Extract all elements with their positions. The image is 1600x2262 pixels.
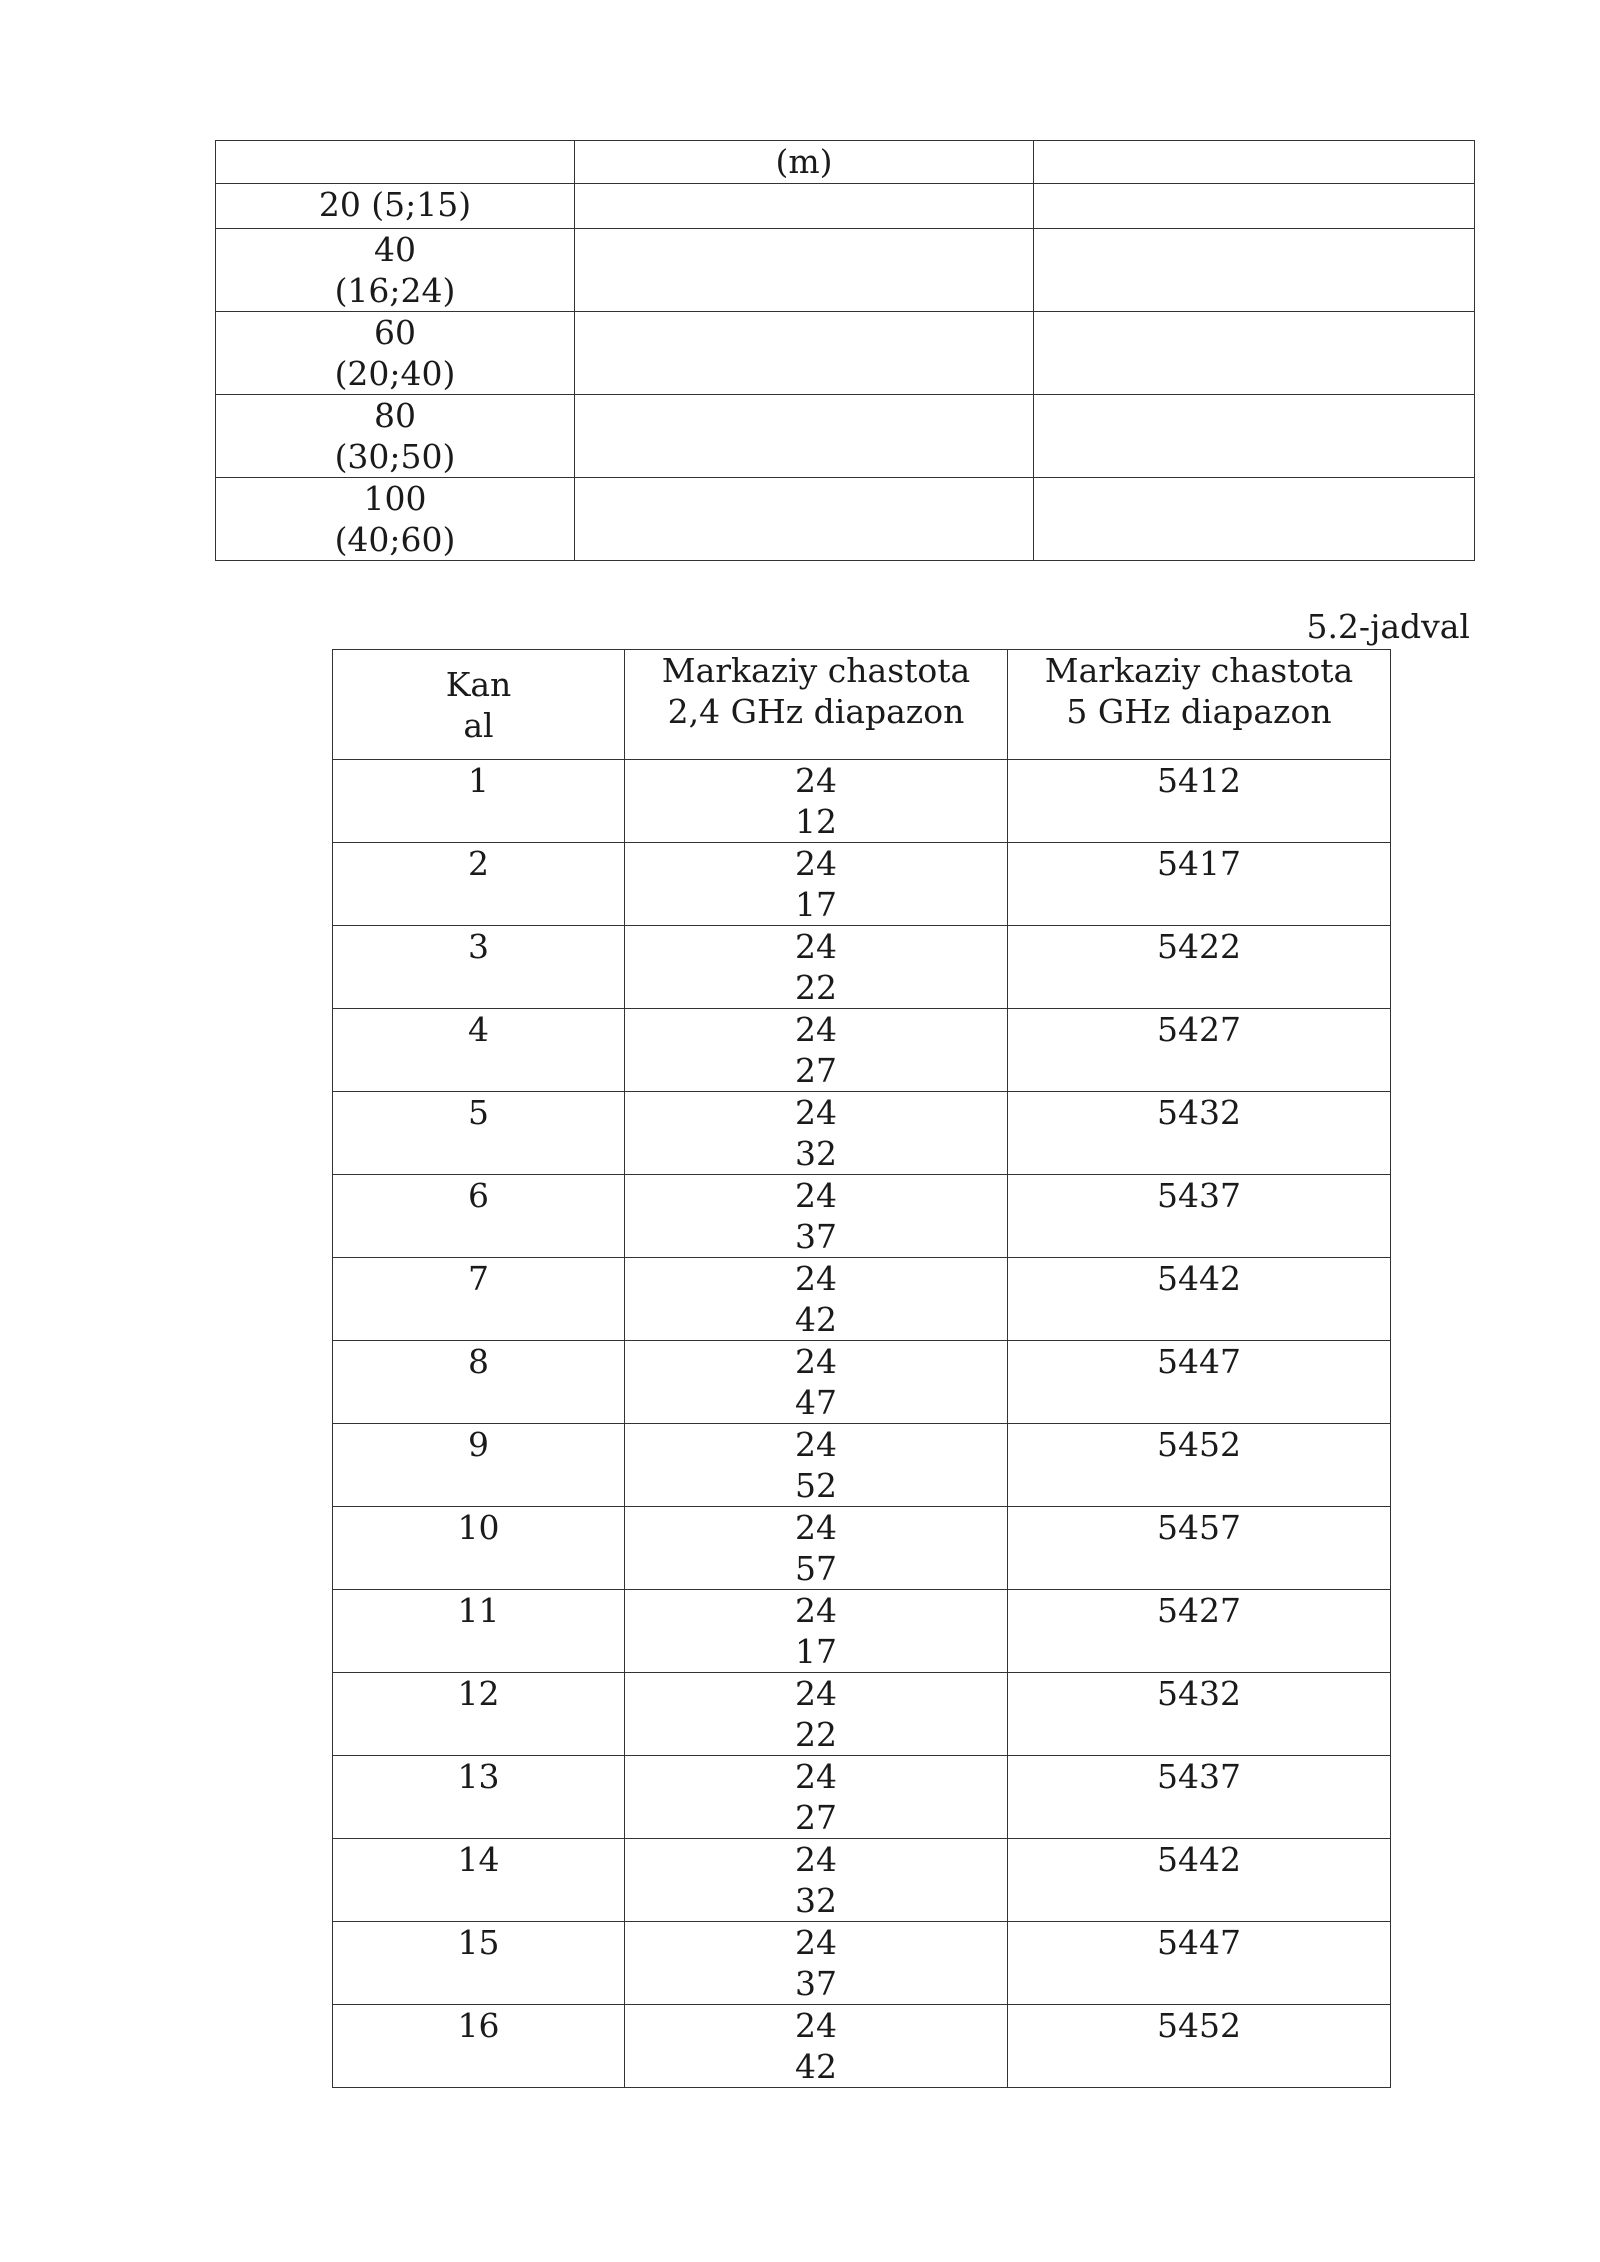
kanal-cell: 15 (333, 1922, 625, 2005)
kanal-cell: 5 (333, 1092, 625, 1175)
freq-2-4ghz-line: 24 (795, 761, 837, 800)
kanal-cell: 4 (333, 1009, 625, 1092)
freq-2-4ghz-line: 24 (795, 1176, 837, 1215)
table-2-header-row (333, 650, 1391, 760)
kanal-cell: 3 (333, 926, 625, 1009)
header-kanal-line: Kan (445, 664, 512, 704)
table-1-distance-line: 100 (363, 479, 427, 518)
table-2-row (333, 1507, 1391, 1590)
freq-2-4ghz-line: 24 (795, 844, 837, 883)
table-1-distance-line: (16;24) (334, 271, 456, 310)
freq-2-4ghz-cell (625, 1009, 1008, 1092)
table-2-row (333, 1590, 1391, 1673)
table-1-header-cell: (m) (575, 141, 1034, 184)
freq-5ghz-cell: 5437 (1008, 1756, 1391, 1839)
freq-2-4ghz-cell (625, 2005, 1008, 2088)
freq-2-4ghz-cell (625, 1092, 1008, 1175)
kanal-cell: 8 (333, 1341, 625, 1424)
kanal-cell: 14 (333, 1839, 625, 1922)
kanal-cell: 9 (333, 1424, 625, 1507)
freq-2-4ghz-line: 24 (795, 1010, 837, 1049)
kanal-cell: 12 (333, 1673, 625, 1756)
table-1-distance-line: 60 (374, 313, 416, 352)
table-1-distance-cell (216, 395, 575, 478)
header-2-4ghz-line: 2,4 GHz diapazon (667, 692, 965, 731)
table-1-empty-cell (1034, 312, 1475, 395)
freq-5ghz-cell: 5452 (1008, 2005, 1391, 2088)
header-2-4ghz (625, 650, 1008, 760)
table-2-row (333, 843, 1391, 926)
table-1-row (216, 229, 1475, 312)
table-1-empty-cell (575, 229, 1034, 312)
freq-2-4ghz-line: 24 (795, 1425, 837, 1464)
table-1-row (216, 478, 1475, 561)
freq-2-4ghz-cell (625, 1341, 1008, 1424)
table-1-empty-cell (1034, 478, 1475, 561)
table-1-header-row (216, 141, 1475, 184)
table-2-row (333, 1922, 1391, 2005)
table-2-row (333, 1341, 1391, 1424)
header-5ghz (1008, 650, 1391, 760)
header-kanal-line: al (463, 705, 494, 745)
table-caption: 5.2-jadval (1306, 607, 1470, 646)
table-1-distance-cell (216, 229, 575, 312)
freq-2-4ghz-line: 24 (795, 1923, 837, 1962)
table-1-distance-line: (40;60) (334, 520, 456, 559)
table-1-distance-line: 40 (374, 230, 416, 269)
freq-2-4ghz-line: 24 (795, 1342, 837, 1381)
table-2-row (333, 2005, 1391, 2088)
freq-5ghz-cell: 5447 (1008, 1922, 1391, 2005)
freq-2-4ghz-line: 32 (795, 1881, 837, 1920)
freq-2-4ghz-line: 52 (795, 1466, 837, 1505)
freq-5ghz-cell: 5447 (1008, 1341, 1391, 1424)
freq-2-4ghz-line: 12 (795, 802, 837, 841)
freq-2-4ghz-line: 22 (795, 1715, 837, 1754)
table-1-distance-line: 80 (374, 396, 416, 435)
table-2-row (333, 1756, 1391, 1839)
freq-2-4ghz-cell (625, 1590, 1008, 1673)
freq-2-4ghz-cell (625, 1673, 1008, 1756)
freq-2-4ghz-cell (625, 843, 1008, 926)
freq-2-4ghz-line: 24 (795, 1840, 837, 1879)
table-1-distance-cell (216, 184, 575, 229)
freq-2-4ghz-line: 24 (795, 1093, 837, 1132)
freq-2-4ghz-cell (625, 1424, 1008, 1507)
table-2 (332, 649, 1391, 2088)
kanal-cell: 11 (333, 1590, 625, 1673)
table-1-row (216, 184, 1475, 229)
freq-2-4ghz-line: 57 (795, 1549, 837, 1588)
kanal-cell: 7 (333, 1258, 625, 1341)
freq-2-4ghz-cell (625, 1175, 1008, 1258)
table-1-empty-cell (575, 312, 1034, 395)
table-2-body (333, 650, 1391, 2088)
freq-2-4ghz-line: 17 (795, 1632, 837, 1671)
freq-2-4ghz-cell (625, 1507, 1008, 1590)
freq-2-4ghz-line: 27 (795, 1051, 837, 1090)
kanal-cell: 10 (333, 1507, 625, 1590)
header-5ghz-line: Markaziy chastota (1044, 651, 1354, 690)
table-1-distance-line: (20;40) (334, 354, 456, 393)
freq-5ghz-cell: 5422 (1008, 926, 1391, 1009)
table-1-body (216, 141, 1475, 561)
freq-2-4ghz-line: 24 (795, 2006, 837, 2045)
freq-5ghz-cell: 5452 (1008, 1424, 1391, 1507)
freq-2-4ghz-cell (625, 1839, 1008, 1922)
freq-2-4ghz-line: 24 (795, 1674, 837, 1713)
freq-2-4ghz-cell (625, 926, 1008, 1009)
table-1-empty-cell (575, 478, 1034, 561)
freq-2-4ghz-line: 32 (795, 1134, 837, 1173)
freq-2-4ghz-cell (625, 1756, 1008, 1839)
kanal-cell: 1 (333, 760, 625, 843)
header-2-4ghz-line: Markaziy chastota (661, 651, 971, 690)
freq-2-4ghz-line: 17 (795, 885, 837, 924)
freq-5ghz-cell: 5427 (1008, 1590, 1391, 1673)
freq-2-4ghz-cell (625, 1922, 1008, 2005)
freq-2-4ghz-line: 37 (795, 1964, 837, 2003)
freq-5ghz-cell: 5437 (1008, 1175, 1391, 1258)
table-1-row (216, 395, 1475, 478)
freq-2-4ghz-line: 24 (795, 1591, 837, 1630)
table-2-row (333, 1673, 1391, 1756)
table-1-distance-cell (216, 478, 575, 561)
freq-2-4ghz-line: 22 (795, 968, 837, 1007)
freq-2-4ghz-line: 37 (795, 1217, 837, 1256)
freq-2-4ghz-line: 27 (795, 1798, 837, 1837)
table-1-empty-cell (1034, 184, 1475, 229)
freq-5ghz-cell: 5457 (1008, 1507, 1391, 1590)
table-2-row (333, 1258, 1391, 1341)
freq-2-4ghz-line: 42 (795, 1300, 837, 1339)
freq-5ghz-cell: 5432 (1008, 1673, 1391, 1756)
kanal-cell: 6 (333, 1175, 625, 1258)
kanal-cell: 16 (333, 2005, 625, 2088)
kanal-cell: 13 (333, 1756, 625, 1839)
table-1-empty-cell (575, 184, 1034, 229)
freq-2-4ghz-cell (625, 760, 1008, 843)
freq-5ghz-cell: 5417 (1008, 843, 1391, 926)
freq-2-4ghz-line: 42 (795, 2047, 837, 2086)
table-2-row (333, 1092, 1391, 1175)
freq-5ghz-cell: 5432 (1008, 1092, 1391, 1175)
table-1-distance-line: 20 (5;15) (318, 185, 472, 224)
table-1-header-cell (1034, 141, 1475, 184)
freq-5ghz-cell: 5442 (1008, 1258, 1391, 1341)
freq-2-4ghz-line: 24 (795, 927, 837, 966)
table-1-header-cell (216, 141, 575, 184)
header-5ghz-line: 5 GHz diapazon (1066, 692, 1332, 731)
table-2-row (333, 1424, 1391, 1507)
freq-2-4ghz-line: 24 (795, 1259, 837, 1298)
table-2-row (333, 1839, 1391, 1922)
table-2-row (333, 1175, 1391, 1258)
table-1-distance-cell (216, 312, 575, 395)
header-kanal (333, 650, 625, 760)
table-1 (215, 140, 1475, 561)
table-1-empty-cell (575, 395, 1034, 478)
freq-2-4ghz-line: 47 (795, 1383, 837, 1422)
freq-2-4ghz-cell (625, 1258, 1008, 1341)
table-1-empty-cell (1034, 229, 1475, 312)
freq-2-4ghz-line: 24 (795, 1508, 837, 1547)
freq-2-4ghz-line: 24 (795, 1757, 837, 1796)
table-1-row (216, 312, 1475, 395)
freq-5ghz-cell: 5427 (1008, 1009, 1391, 1092)
table-1-distance-line: (30;50) (334, 437, 456, 476)
freq-5ghz-cell: 5412 (1008, 760, 1391, 843)
table-2-row (333, 1009, 1391, 1092)
table-2-row (333, 926, 1391, 1009)
table-1-empty-cell (1034, 395, 1475, 478)
table-2-row (333, 760, 1391, 843)
kanal-cell: 2 (333, 843, 625, 926)
freq-5ghz-cell: 5442 (1008, 1839, 1391, 1922)
